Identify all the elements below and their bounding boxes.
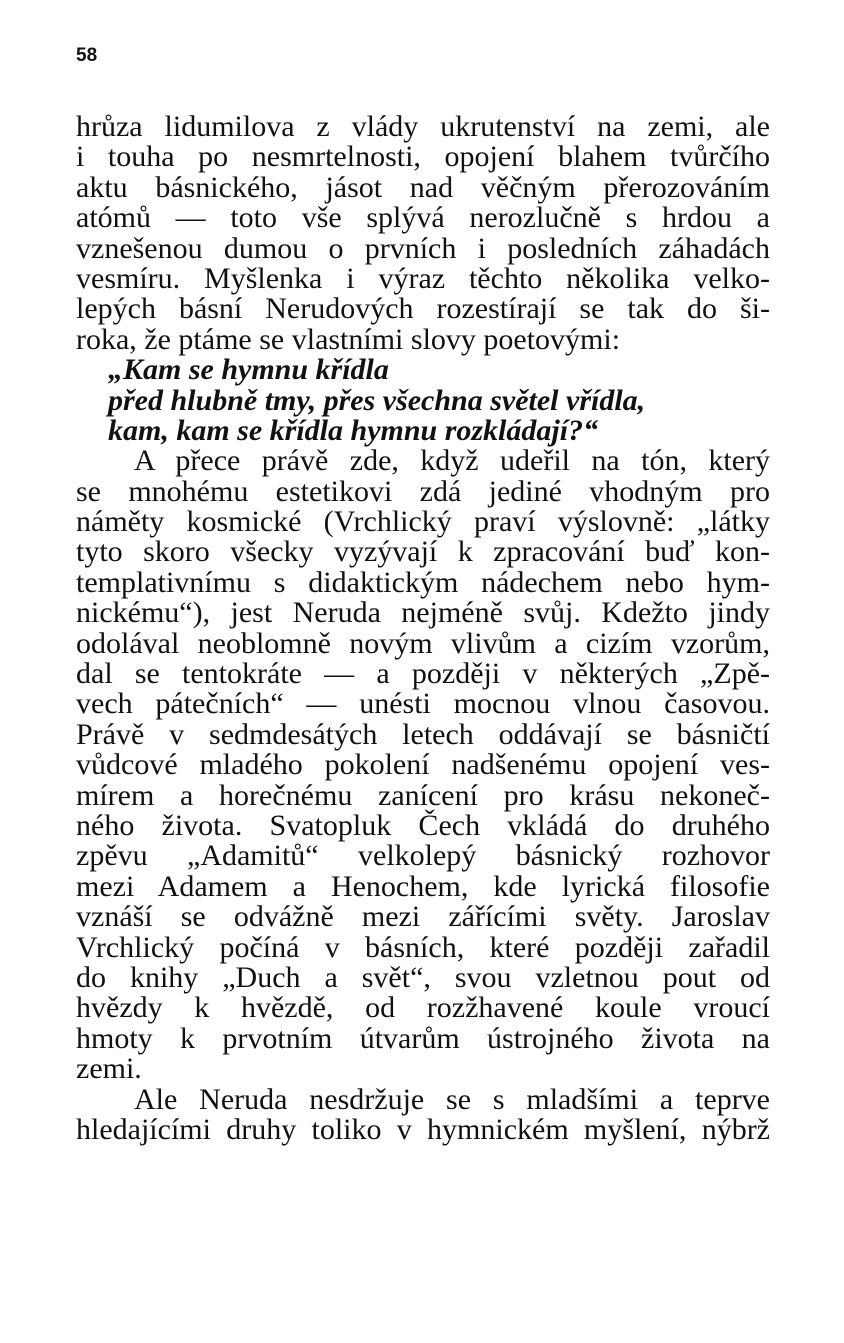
verse-line: kam, kam se křídla hymnu rozkládají?“ [108,413,599,447]
verse-line: „Kam se hymnu křídla [108,353,389,387]
text-line: hledajícími druhy toliko v hymnickém myšlení, nýbrž [76,1112,770,1146]
text-line: Vrchlický počíná v básních, které později zařadil [76,930,770,964]
text-line: tyto skoro všecky vyzývají k zpracování buď kon- [76,535,770,569]
text-line: nickému“), jest Neruda nejméně svůj. Kdežto jindy [76,596,770,630]
text-line: templativnímu s didaktickým nádechem nebo hym- [76,565,770,599]
text-line: zpěvu „Adamitů“ velkolepý básnický rozhovor [76,839,770,873]
text-line: aktu básnického, jásot nad věčným přerozováním [76,170,770,204]
text-line: mírem a horečnému zanícení pro krásu nekoneč- [76,778,770,812]
text-line: do knihy „Duch a svět“, svou vzletnou pout od [76,960,770,994]
text-line: vůdcové mladého pokolení nadšenému opojení ves- [76,748,770,782]
text-line: mezi Adamem a Henochem, kde lyrická filosofie [76,869,770,903]
text-line: hvězdy k hvězdě, od rozžhavené koule vroucí [76,991,770,1025]
text-line: Ale Neruda nesdržuje se s mladšími a teprve [134,1082,770,1116]
text-line: roka, že ptáme se vlastními slovy poetovými: [76,322,621,356]
text-line: hrůza lidumilova z vlády ukrutenství na zemi, ale [76,110,770,143]
paragraph [76,1082,770,1146]
text-line: vesmíru. Myšlenka i výraz těchto několika velko- [76,261,770,295]
text-line: hmoty k prvotním útvarům ústrojného života na [76,1021,770,1055]
text-line: atómů — toto vše splývá nerozlučně s hrdou a [76,201,770,235]
text-line: vznešenou dumou o prvních i posledních záhadách [76,231,770,265]
text-line: dal se tentokráte — a později v některých „Zpě- [76,657,770,691]
text-line: vech pátečních“ — unésti mocnou vlnou časovou. [76,687,770,721]
verse-quote [76,355,770,446]
body-text [76,112,770,1145]
text-line: vznáší se odvážně mezi zářícími světy. Jaroslav [76,900,770,934]
paragraph [76,112,770,355]
text-line: lepých básní Nerudových rozestírají se tak do ši- [76,292,770,326]
text-line: odolával neoblomně novým vlivům a cizím vzorům, [76,626,770,660]
text-line: zemi. [76,1052,142,1086]
text-line: ného života. Svatopluk Čech vkládá do druhého [76,808,770,842]
text-line: i touha po nesmrtelnosti, opojení blahem tvůrčího [76,140,770,174]
text-line: náměty kosmické (Vrchlický praví výslovně: „látky [76,505,770,539]
text-line: se mnohému estetikovi zdá jediné vhodným pro [76,474,770,508]
paragraph [76,446,770,1084]
text-line: Právě v sedmdesátých letech oddávají se básničtí [76,717,770,751]
page-number: 58 [76,45,98,66]
text-line: A přece právě zde, když udeřil na tón, který [134,444,770,478]
verse-line: před hlubně tmy, přes všechna světel vřídla, [108,383,646,417]
